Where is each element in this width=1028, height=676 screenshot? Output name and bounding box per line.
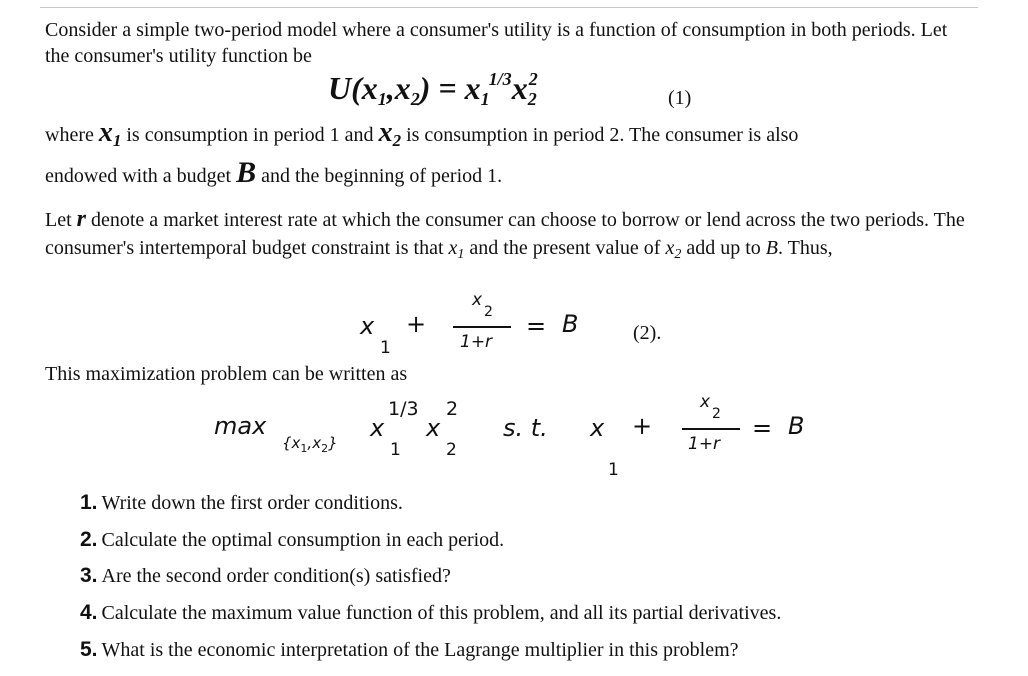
interest-x1-sub: 1 <box>457 247 465 262</box>
utility-lhs: U(x <box>328 70 378 106</box>
intro-paragraph: Consider a simple two-period model where a consumer's utility is a function of consumption in both periods. Let the consumer's utility function be <box>45 19 948 67</box>
utility-exponent-2: 2 <box>528 69 538 89</box>
utility-equation <box>328 70 538 107</box>
question-5 <box>80 638 739 662</box>
definitions-line-2 <box>45 156 503 189</box>
utility-comma-x: ,x <box>386 70 411 106</box>
var-x1-sub: 1 <box>112 131 122 150</box>
eq2-x-sub: 1 <box>380 338 391 358</box>
question-1-number: 1. <box>80 491 98 514</box>
eq3-under-close: } <box>328 434 338 452</box>
interest-paragraph <box>45 205 980 265</box>
eq3-x2: x <box>426 414 441 442</box>
interest-rest-1: denote a market interest rate at which the consumer can choose to borrow or lend across the two periods. The consumer's intertemporal budget constraint is that <box>45 209 965 259</box>
question-1 <box>80 491 403 515</box>
utility-sub-2: 2 <box>410 89 420 109</box>
question-2-number: 2. <box>80 528 98 551</box>
eq3-max: max <box>214 412 267 440</box>
eq2-num: x <box>472 290 483 310</box>
interest-x2: x <box>665 237 675 259</box>
interest-and: and the present value of <box>469 237 661 259</box>
utility-sub-3: 1 <box>480 89 489 109</box>
eq3-exp-2: 2 <box>446 398 459 420</box>
eq3-fraction-bar <box>682 428 740 430</box>
interest-addup: add up to <box>686 237 761 259</box>
definitions-line-1 <box>45 117 799 150</box>
question-4-number: 4. <box>80 601 98 624</box>
utility-sub-1: 1 <box>377 89 387 109</box>
var-x2: x <box>378 117 393 148</box>
eq3-constraint-x: x <box>590 414 605 442</box>
utility-rhs: ) = x <box>419 70 481 106</box>
var-r: r <box>76 206 86 232</box>
eq2-fraction-bar <box>453 326 511 328</box>
interest-thus: . Thus, <box>778 237 833 259</box>
definitions-mid-2: is consumption in period 2. The consumer is also <box>406 124 799 146</box>
question-4 <box>80 601 781 625</box>
eq3-exp-1: 1/3 <box>388 398 419 420</box>
equation-1-label: (1) <box>668 87 692 109</box>
let-text: Let <box>45 209 72 231</box>
var-x2-sub: 2 <box>392 131 402 150</box>
question-5-number: 5. <box>80 638 98 661</box>
question-5-text: What is the economic interpretation of the Lagrange multiplier in this problem? <box>101 639 739 661</box>
eq3-constraint-sub: 1 <box>608 460 619 480</box>
question-4-text: Calculate the maximum value function of this problem, and all its partial derivatives. <box>101 602 782 624</box>
eq3-under-sub-1: 1 <box>300 442 308 455</box>
eq2-den: 1+r <box>460 332 493 352</box>
question-3-text: Are the second order condition(s) satisfied? <box>101 565 451 587</box>
var-x1: x <box>98 117 113 148</box>
equation-2-label: (2). <box>633 322 662 344</box>
interest-x2-sub: 2 <box>674 247 682 262</box>
endowed-text: endowed with a budget <box>45 165 232 187</box>
eq3-under-sub-2: 2 <box>321 442 329 455</box>
question-3-number: 3. <box>80 564 98 587</box>
eq3-x2-sub: 2 <box>446 440 457 460</box>
eq2-B: B <box>562 310 579 338</box>
eq3-under-open: {x <box>282 434 301 452</box>
definitions-mid-1: is consumption in period 1 and <box>126 124 374 146</box>
utility-exponent-1: 1/3 <box>488 69 512 89</box>
eq2-x: x <box>360 312 375 340</box>
eq3-x1-sub: 1 <box>390 440 401 460</box>
question-2-text: Calculate the optimal consumption in each period. <box>101 529 505 551</box>
eq3-B: B <box>788 412 805 440</box>
utility-sub-4: 2 <box>527 89 537 109</box>
eq3-under <box>282 434 338 455</box>
eq3-num: x <box>700 392 711 412</box>
interest-B: B <box>765 237 778 259</box>
question-1-text: Write down the first order conditions. <box>101 492 403 514</box>
eq3-plus: + <box>632 412 653 440</box>
eq2-plus: + <box>406 310 427 338</box>
interest-x1: x <box>448 237 458 259</box>
question-2 <box>80 528 504 552</box>
where-text: where <box>45 124 94 146</box>
endowed-rest: and the beginning of period 1. <box>261 165 503 187</box>
eq3-such-that: s. t. <box>503 414 548 442</box>
max-intro-text: This maximization problem can be written as <box>45 363 408 385</box>
eq3-equals: = <box>752 414 773 442</box>
utility-x2: x <box>511 70 528 106</box>
question-3 <box>80 564 451 588</box>
eq3-den: 1+r <box>688 434 721 454</box>
var-B: B <box>236 156 257 189</box>
eq3-num-sub: 2 <box>712 406 721 422</box>
eq2-equals: = <box>526 312 547 340</box>
eq3-under-comma: ,x <box>307 434 322 452</box>
eq3-x1: x <box>370 414 385 442</box>
eq2-num-sub: 2 <box>484 304 493 320</box>
top-rule <box>40 7 978 8</box>
